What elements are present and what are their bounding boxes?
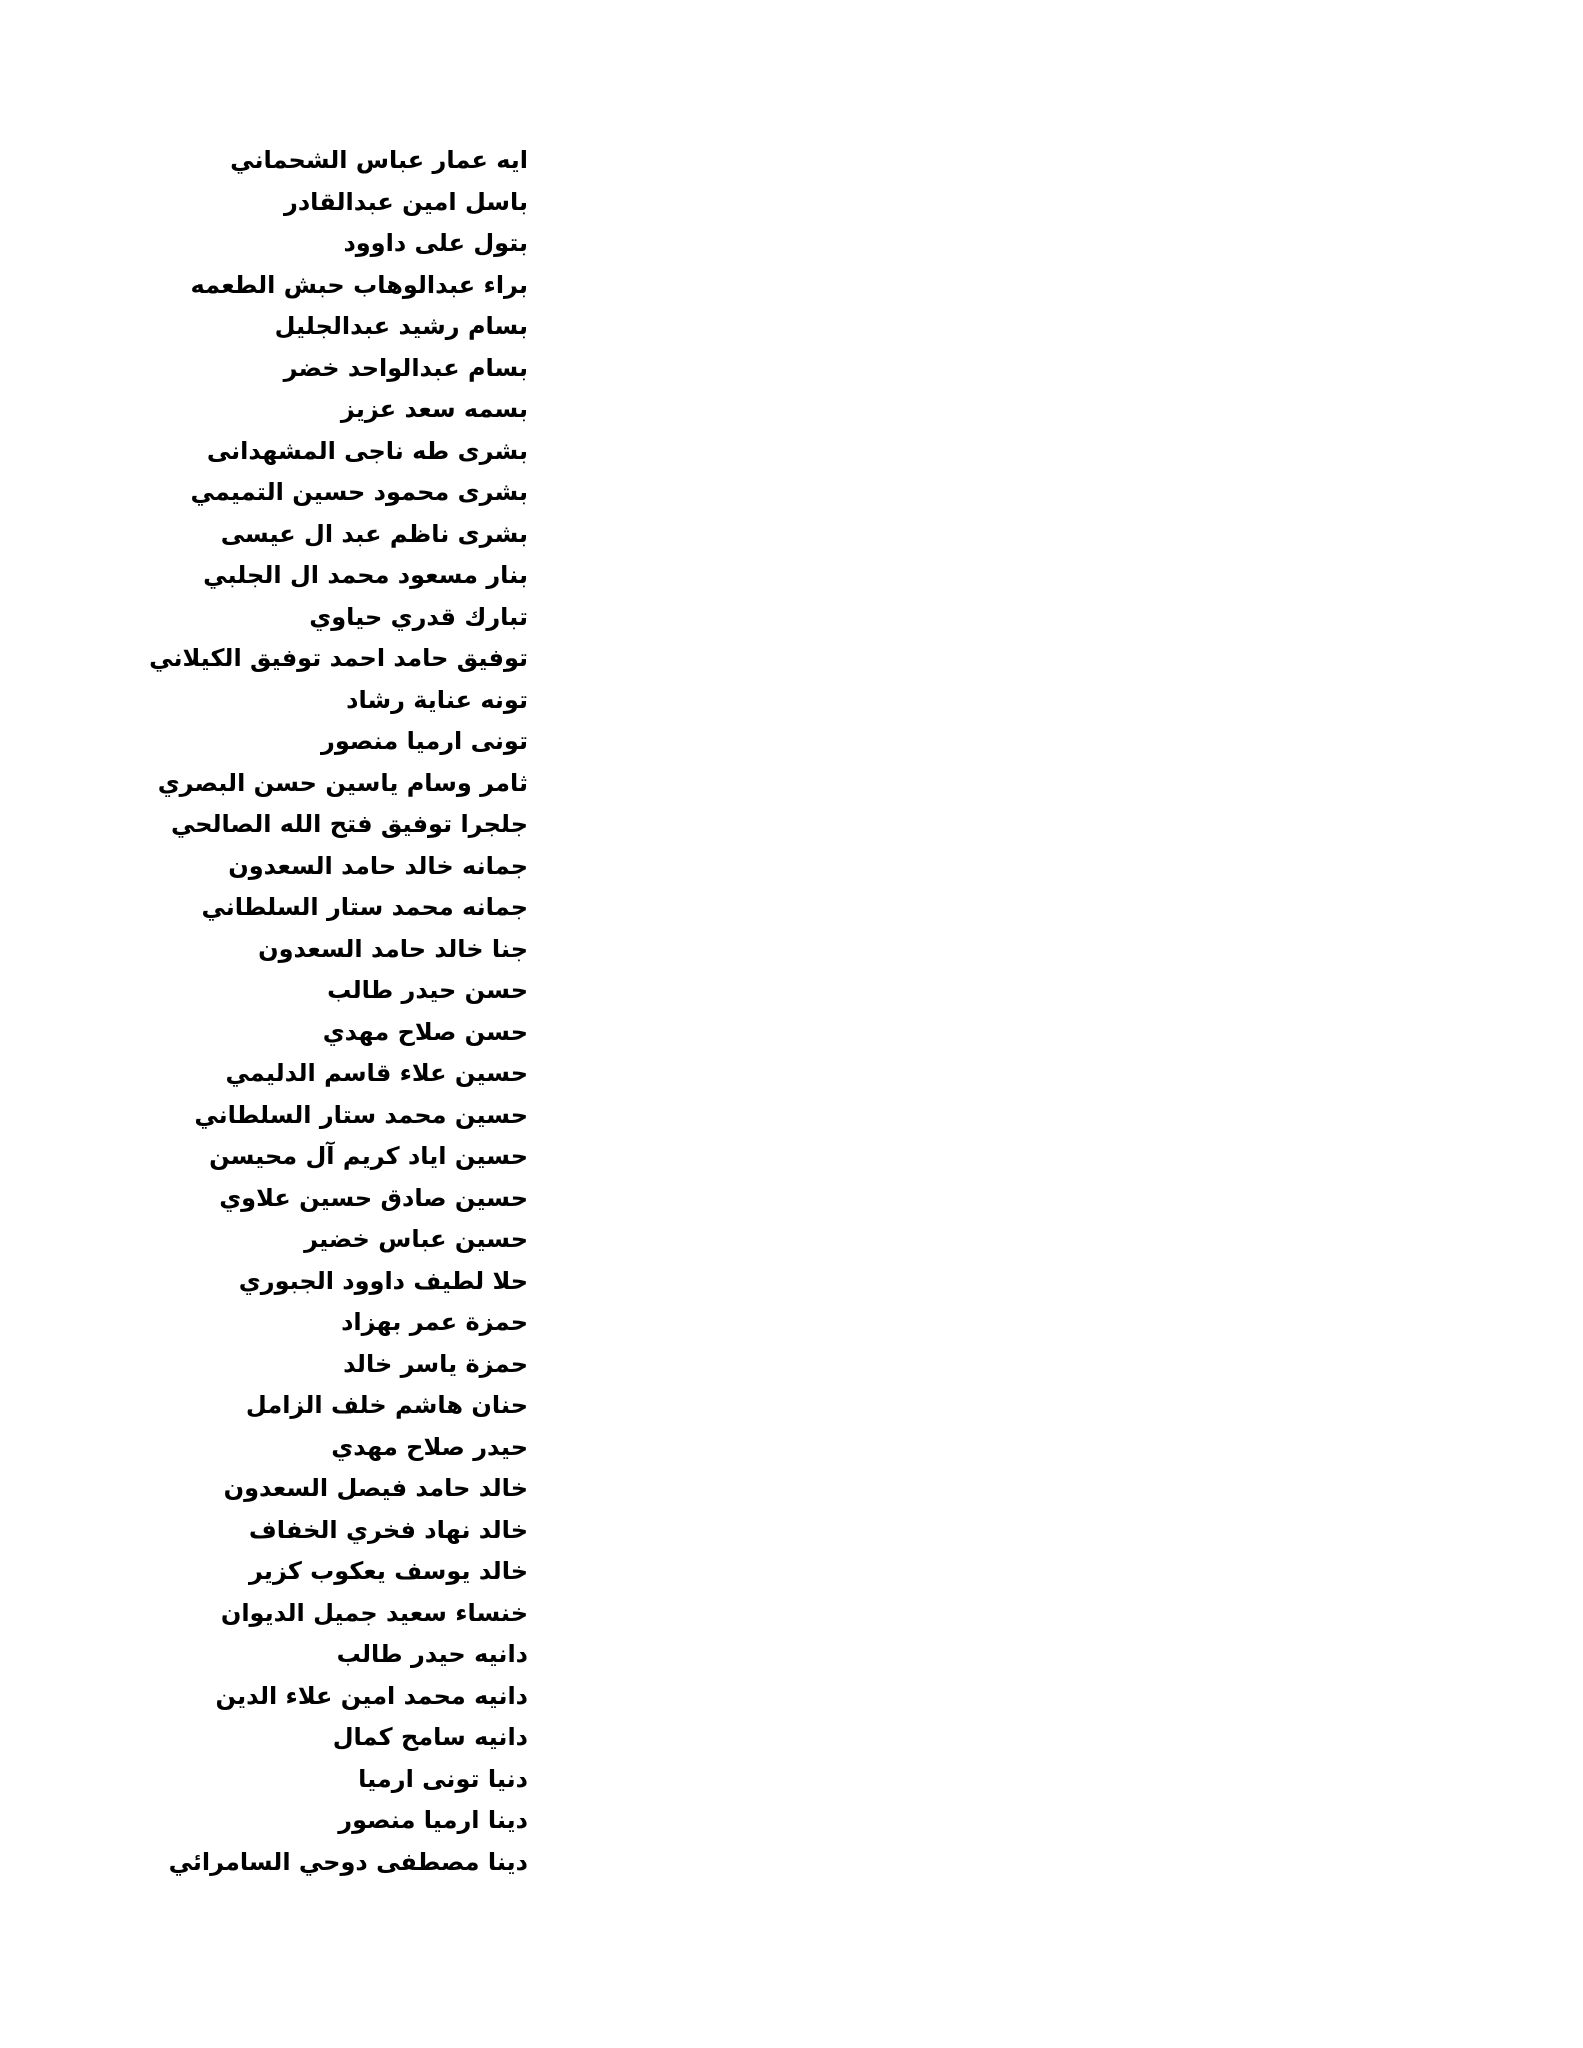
name-list-item: حسين اياد كريم آل محيسن — [209, 1142, 528, 1170]
name-list-item: خالد يوسف يعكوب كزير — [249, 1557, 528, 1585]
name-list-item: توفيق حامد احمد توفيق الكيلاني — [149, 644, 528, 672]
name-list-item: بشرى محمود حسين التميمي — [190, 478, 528, 506]
name-list-item: حسن صلاح مهدي — [322, 1017, 528, 1046]
name-list-item: دانيه حيدر طالب — [336, 1640, 528, 1668]
name-list-item: حمزة عمر بهزاد — [341, 1308, 528, 1336]
name-list-item: بتول على داوود — [343, 229, 528, 257]
name-list-item: ايه عمار عباس الشحماني — [230, 146, 528, 174]
name-list-item: بسمه سعد عزيز — [340, 395, 528, 423]
name-list-item: حلا لطيف داوود الجبوري — [238, 1266, 528, 1295]
name-list-item: حنان هاشم خلف الزامل — [245, 1391, 528, 1419]
name-list-item: بسام عبدالواحد خضر — [283, 353, 528, 382]
name-list-item: باسل امين عبدالقادر — [284, 187, 528, 216]
name-list-item: حسين محمد ستار السلطاني — [194, 1100, 528, 1129]
name-list-item: دينا ارميا منصور — [338, 1806, 528, 1834]
name-list-item: دانيه محمد امين علاء الدين — [215, 1681, 528, 1710]
name-list-item: بشرى ناظم عبد ال عيسى — [220, 519, 528, 548]
name-list-item: تونه عناية رشاد — [346, 685, 528, 714]
name-list-item: جمانه خالد حامد السعدون — [228, 851, 528, 880]
name-list-item: دينا مصطفى دوحي السامرائي — [168, 1847, 528, 1876]
name-list-item: خنساء سعيد جميل الديوان — [220, 1598, 528, 1627]
names-list — [108, 140, 528, 1883]
name-list-item: بنار مسعود محمد ال الجلبي — [203, 561, 528, 589]
name-list-item: حيدر صلاح مهدي — [331, 1432, 528, 1461]
name-list-item: جمانه محمد ستار السلطاني — [201, 893, 528, 921]
name-list-item: دانيه سامح كمال — [332, 1723, 528, 1751]
name-list-item: حسين علاء قاسم الدليمي — [225, 1059, 528, 1087]
name-list-item: تبارك قدري حياوي — [309, 602, 528, 631]
name-list-item: حسين عباس خضير — [304, 1225, 528, 1253]
name-list-item: تونى ارميا منصور — [321, 727, 528, 755]
name-list-item: خالد حامد فيصل السعدون — [223, 1474, 528, 1502]
name-list-item: براء عبدالوهاب حبش الطعمه — [190, 270, 528, 299]
name-list-item: بسام رشيد عبدالجليل — [274, 312, 528, 340]
name-list-item: دنيا تونى ارميا — [358, 1764, 528, 1793]
name-list-item: حمزة ياسر خالد — [343, 1349, 528, 1378]
name-list-item: حسين صادق حسين علاوي — [219, 1183, 528, 1212]
name-list-item: جنا خالد حامد السعدون — [258, 934, 528, 963]
name-list-item: جلجرا توفيق فتح الله الصالحي — [170, 810, 528, 838]
name-list-item: بشرى طه ناجى المشهدانى — [206, 436, 528, 465]
name-list-item: حسن حيدر طالب — [327, 976, 528, 1004]
name-list-item: ثامر وسام ياسين حسن البصري — [157, 768, 528, 797]
name-list-item: خالد نهاد فخري الخفاف — [248, 1515, 528, 1544]
